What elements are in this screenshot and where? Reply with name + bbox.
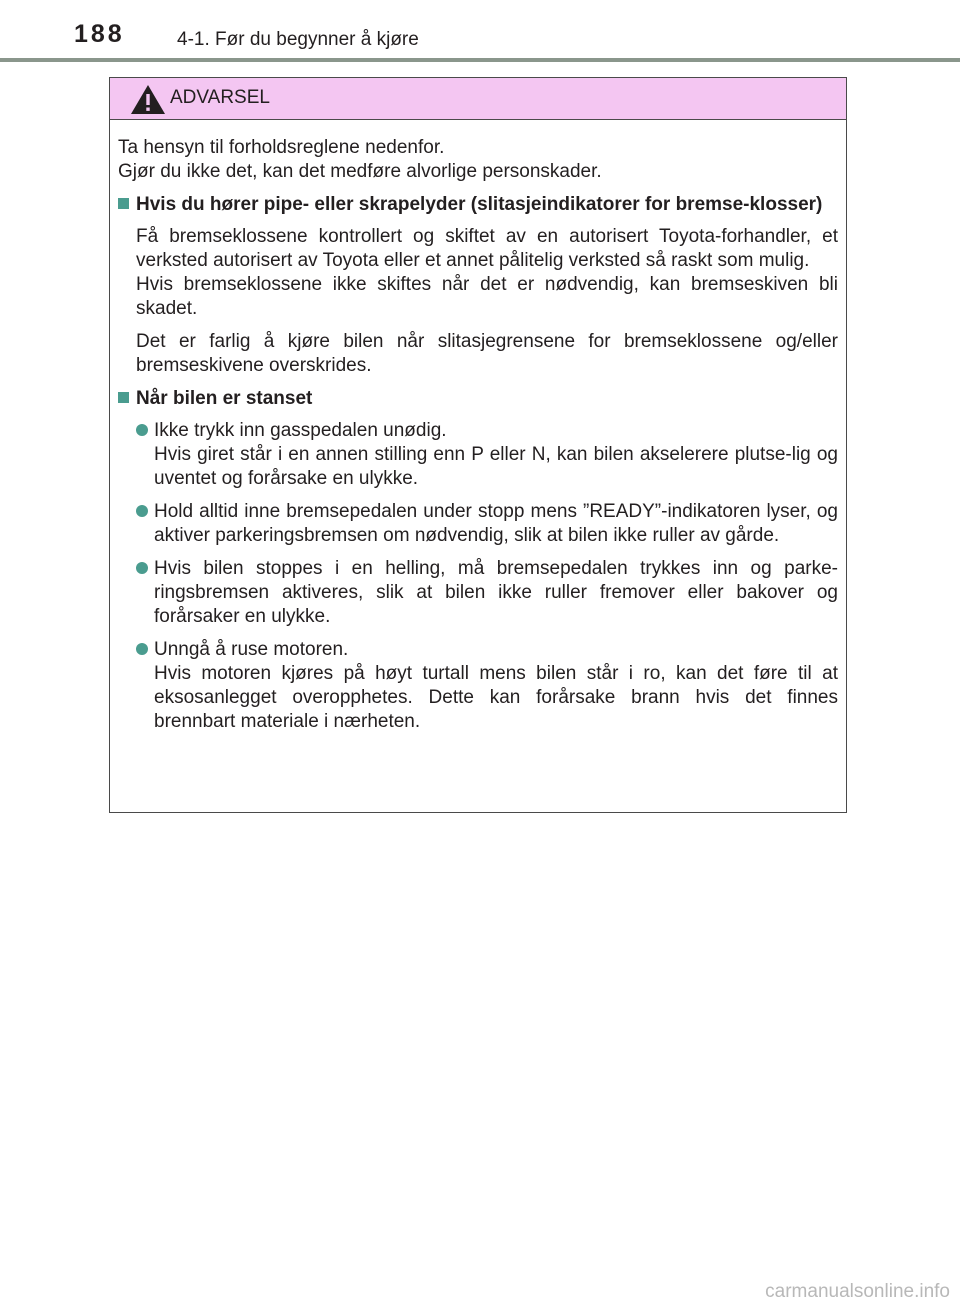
list-item (136, 557, 838, 629)
list-item-text (154, 557, 838, 629)
page-number: 188 (74, 20, 125, 48)
list-item-line: Ikke trykk inn gasspedalen unødig. (154, 420, 447, 441)
intro-line: Ta hensyn til forholdsreglene nedenfor. (118, 137, 445, 158)
warning-title: ADVARSEL (170, 87, 270, 108)
paragraph (136, 225, 838, 321)
paragraph-line: Få bremseklossene kontrollert og skiftet av en autorisert Toyota-forhandler, et verksted autorisert av Toyota eller et annet pålitelig verksted så raskt som mulig. (136, 226, 838, 271)
list-item (136, 419, 838, 491)
page-header (0, 0, 960, 62)
section-content (136, 225, 838, 378)
paragraph: Det er farlig å kjøre bilen når slitasjegrensene for bremseklossene og/eller bremseskivene overskrides. (136, 331, 838, 376)
section-heading-text: Hvis du hører pipe- eller skrapelyder (slitasjeindikatorer for bremse-klosser) (136, 194, 823, 215)
paragraph-line: Hvis bremseklossene ikke skiftes når det er nødvendig, kan bremseskiven bli skadet. (136, 274, 838, 319)
square-bullet-icon (118, 193, 133, 217)
round-bullet-icon (136, 638, 154, 734)
round-bullet-icon (136, 419, 154, 491)
list-item-text (154, 419, 838, 491)
warning-intro (118, 136, 838, 184)
list-item-line: Hold alltid inne bremsepedalen under stopp mens ”READY”-indikatoren lyser, og aktiver parkeringsbremsen om nødvendig, slik at bilen ikke ruller av gårde. (154, 501, 838, 546)
section-title: 4-1. Før du begynner å kjøre (177, 29, 419, 50)
warning-box (109, 77, 847, 813)
warning-header (110, 78, 846, 120)
intro-line: Gjør du ikke det, kan det medføre alvorlige personskader. (118, 161, 602, 182)
round-bullet-icon (136, 500, 154, 548)
list-item (136, 638, 838, 734)
square-bullet-icon (118, 387, 133, 411)
warning-body (110, 120, 846, 734)
list-item-line: Unngå å ruse motoren. (154, 639, 349, 660)
watermark: carmanualsonline.info (765, 1281, 950, 1302)
list-item-text (154, 500, 838, 548)
list-item (136, 500, 838, 548)
section-heading (118, 387, 838, 411)
section-heading (118, 193, 838, 217)
list-item-text (154, 638, 838, 734)
list-item-line: Hvis motoren kjøres på høyt turtall mens bilen står i ro, kan det føre til at eksosanlegget overopphetes. Dette kan forårsake brann hvis det finnes brennbart materiale i nærheten. (154, 663, 838, 732)
warning-triangle-icon (130, 84, 166, 115)
header-rule (0, 58, 960, 62)
section-heading-text: Når bilen er stanset (136, 388, 313, 409)
list-item-line: Hvis giret står i en annen stilling enn P eller N, kan bilen akselerere plutse-lig og uventet og forårsake en ulykke. (154, 444, 838, 489)
round-bullet-icon (136, 557, 154, 629)
list-item-line: Hvis bilen stoppes i en helling, må bremsepedalen trykkes inn og parke-ringsbremsen aktiveres, slik at bilen ikke ruller fremover eller bakover og forårsaker en ulykke. (154, 558, 838, 627)
